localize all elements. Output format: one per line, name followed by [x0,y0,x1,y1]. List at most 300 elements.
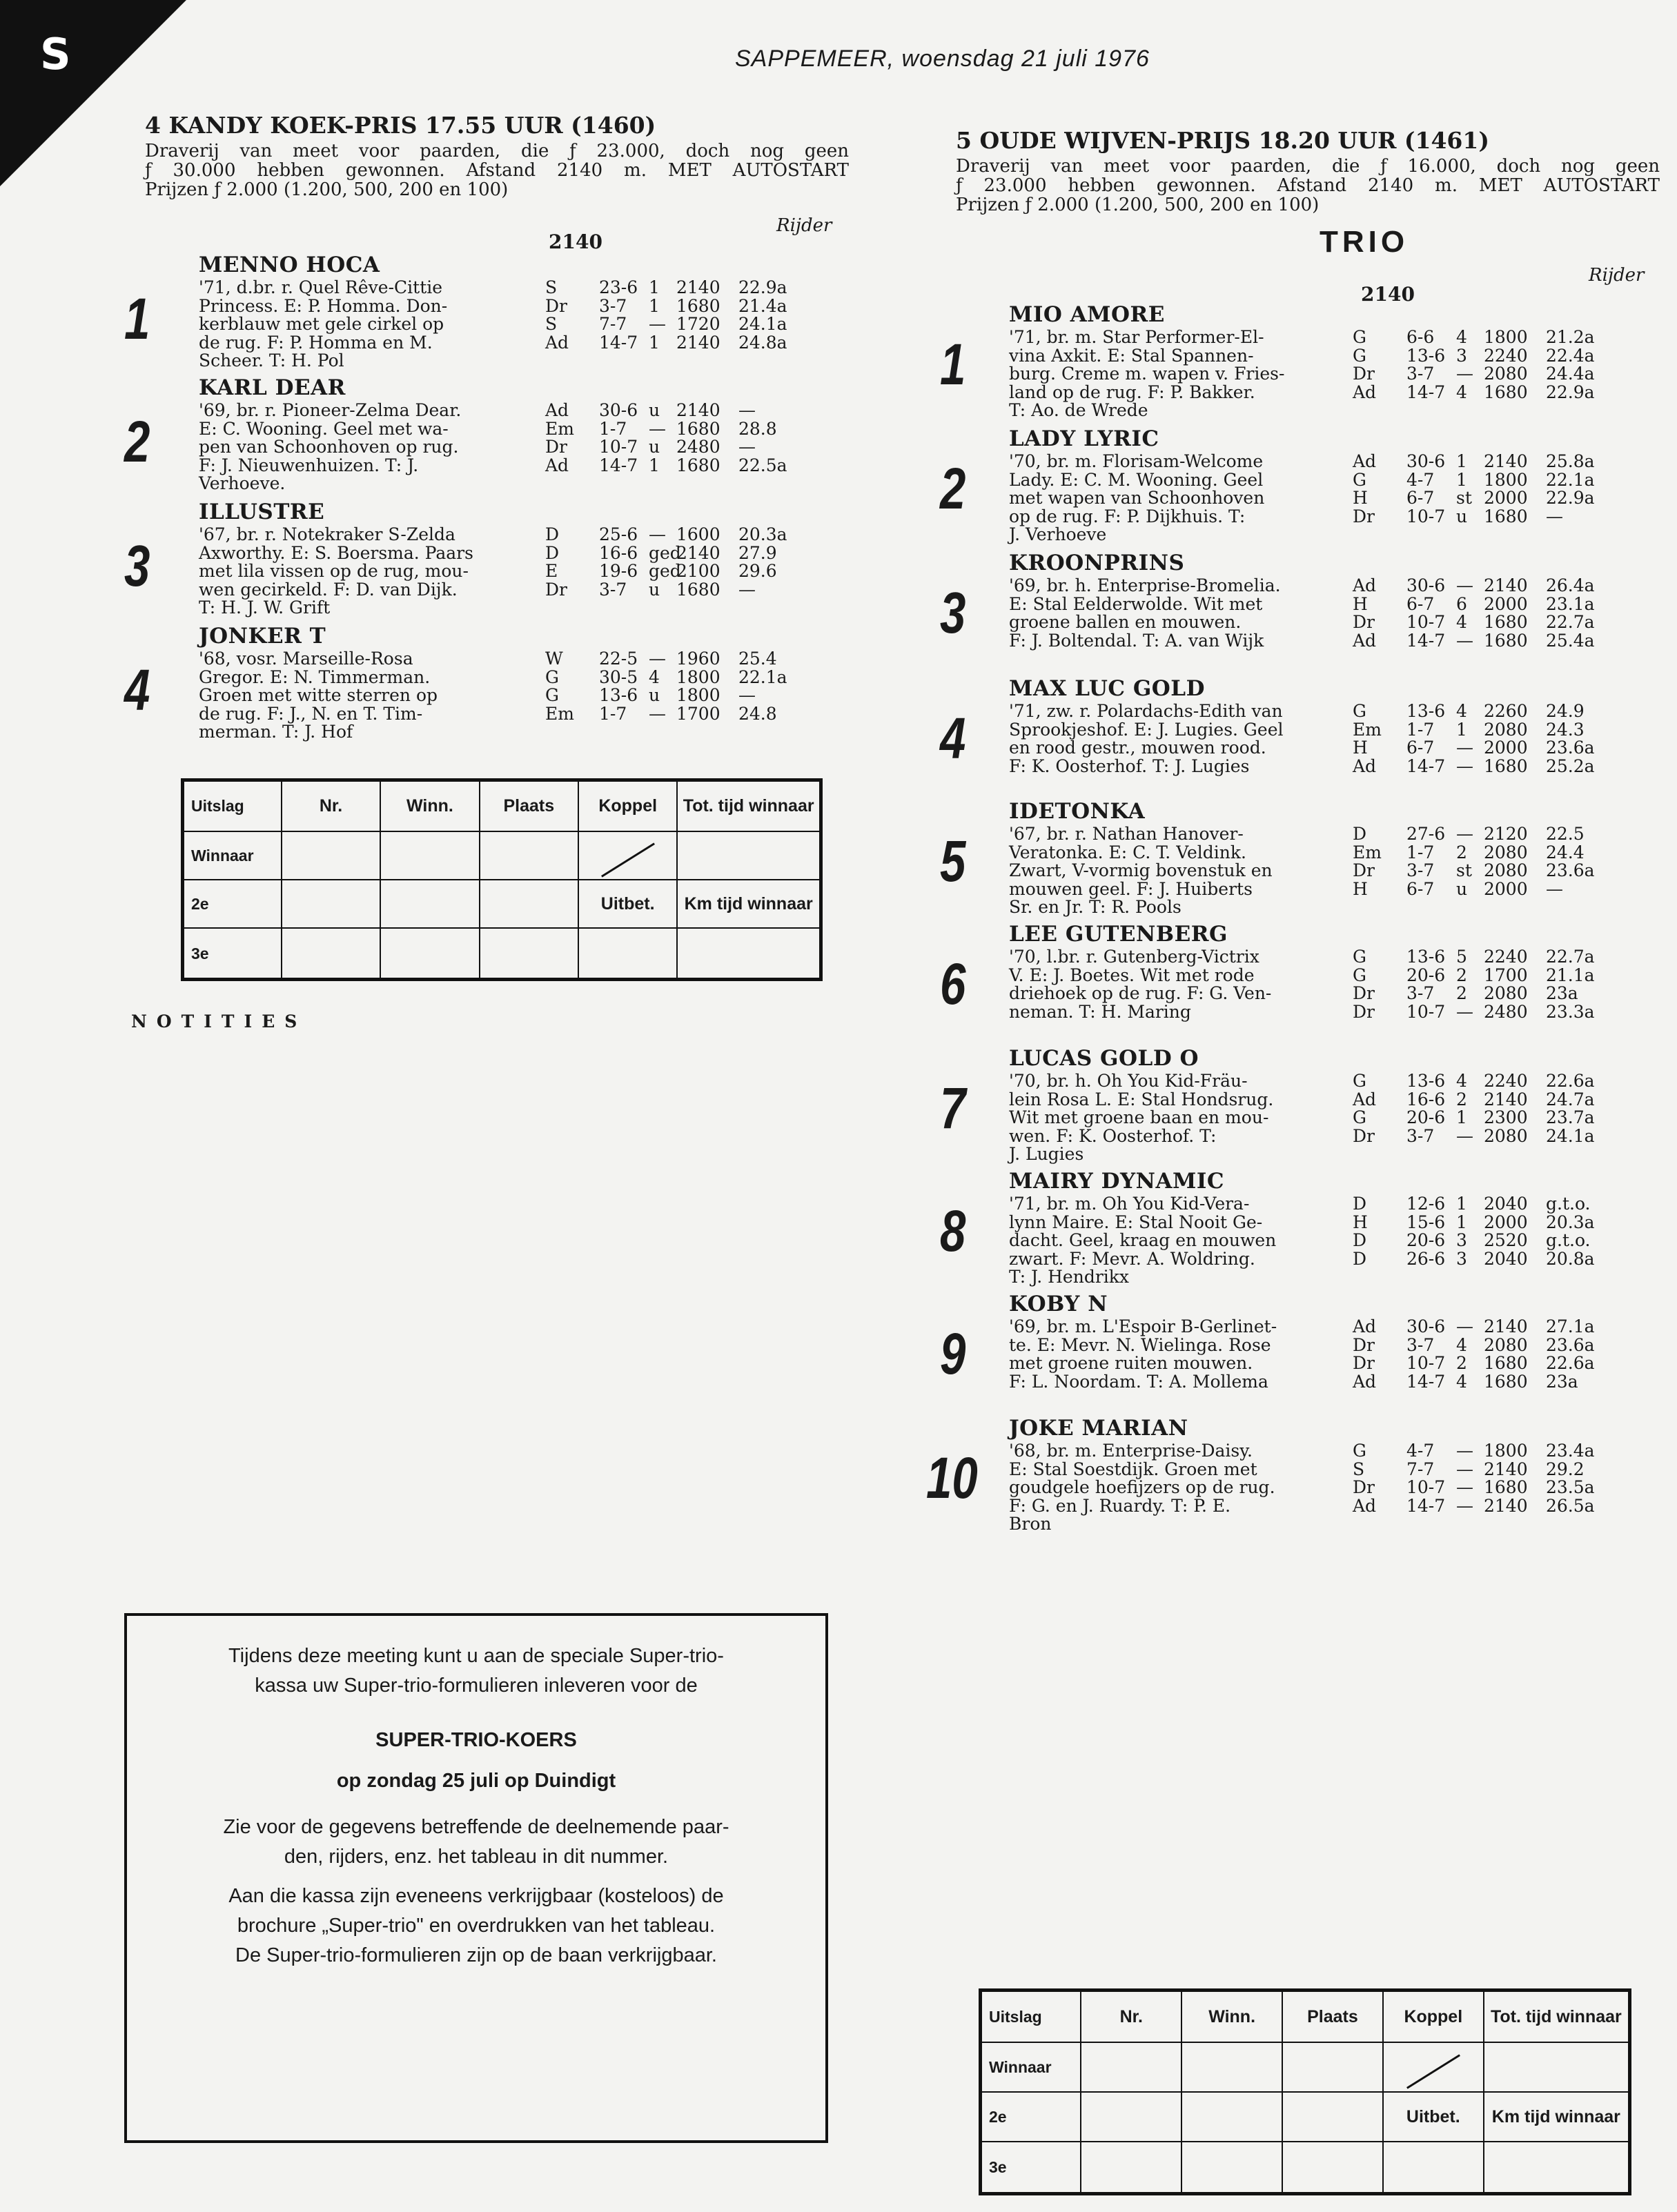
table-header-cell: Koppel [578,780,677,831]
result-cell: 24.1a [1546,1125,1595,1146]
horse-description-line: en rood gestr., mouwen rood. [1009,738,1266,758]
result-cell: 14-7 [599,332,638,353]
result-cell: 1 [1456,1194,1467,1214]
result-cell: G [1353,947,1366,967]
notice-line: Tijdens deze meeting kunt u aan de speciale Super-trio- [228,1645,724,1667]
result-cell: H [1353,878,1368,899]
table-header-cell: Plaats [480,780,578,831]
horse-name: MENNO HOCA [199,253,380,277]
result-row [1353,1250,1601,1269]
result-cell: 22.5a [738,455,787,475]
horse-description [1009,1442,1275,1534]
result-cell: Em [545,703,574,724]
horse-description-line: '71, d.br. r. Quel Rêve-Cittie [199,277,443,297]
result-cell: 21.1a [1546,965,1595,985]
horse-description-line: F: L. Noordam. T: A. Mollema [1009,1371,1268,1392]
corner-letter: S [40,29,71,79]
result-cell: 2140 [1484,1316,1528,1336]
result-cell: 15-6 [1406,1212,1446,1232]
result-row [1353,758,1601,776]
race-5-line: Prijzen ƒ 2.000 (1.200, 500, 200 en 100) [956,195,1320,215]
result-cell: 22.1a [738,666,787,687]
result-cell: G [1353,1071,1366,1091]
result-cell: 1720 [676,314,720,334]
result-cell: 22.5 [1546,824,1585,844]
result-cell: 24.4 [1546,842,1585,862]
horse-description [1009,577,1281,650]
result-cell: 3-7 [1406,983,1435,1003]
result-cell: 23.6a [1546,1334,1595,1355]
result-cell: S [545,314,558,334]
result-cell: 1-7 [1406,842,1435,862]
slash-mark [1406,2055,1460,2089]
result-cell: 1 [649,295,660,316]
horse-number: 9 [940,1321,966,1386]
result-row [545,687,794,705]
result-cell: 2 [1456,842,1467,862]
result-cell: 2140 [1484,1089,1528,1109]
horse-description [199,402,461,493]
result-cell: 3-7 [599,579,627,600]
table-cell [1484,2142,1630,2194]
result-cell: 2040 [1484,1248,1528,1269]
table-header-cell: Plaats [1282,1991,1383,2043]
result-row [545,705,794,724]
horse-results [1353,1072,1601,1145]
result-cell: 25.2a [1546,756,1595,776]
result-row [545,402,794,420]
horse-name: KROONPRINS [1009,551,1185,575]
result-row [1353,967,1601,985]
horse-description-line: Sr. en Jr. T: R. Pools [1009,897,1181,917]
result-cell: 27.1a [1546,1316,1595,1336]
result-cell: Dr [1353,860,1375,880]
result-cell: 1700 [1484,965,1528,985]
horse-description-line: wen. F: K. Oosterhof. T: [1009,1125,1217,1146]
table-header-cell: Winn. [1181,1991,1282,2043]
horse-description-line: Scheer. T: H. Pol [199,350,344,371]
horse-number: 6 [940,951,966,1016]
horse-name: KOBY N [1009,1292,1108,1316]
result-row [1353,1497,1601,1516]
horse-description-line: '70, br. h. Oh You Kid-Fräu- [1009,1071,1248,1091]
horse-description-line: '71, zw. r. Polardachs-Edith van [1009,701,1283,721]
table-cell [282,880,380,928]
table-cell [1181,2142,1282,2194]
result-cell: Dr [1353,983,1375,1003]
result-cell: u [649,437,660,457]
horse-number: 4 [940,706,966,771]
table-cell [578,928,677,979]
horse-description-line: '70, br. m. Florisam-Welcome [1009,451,1264,471]
result-row [1353,948,1601,967]
result-cell: 4 [1456,1071,1467,1091]
horse-description-line: de rug. F: J., N. en T. Tim- [199,703,423,724]
result-cell: Dr [1353,1001,1375,1022]
result-cell: 2480 [1484,1001,1528,1022]
horse-description-line: driehoek op de rug. F: G. Ven- [1009,983,1272,1003]
result-cell: 6 [1456,593,1467,614]
result-cell: g.t.o. [1546,1230,1591,1250]
race-5-line: Draverij van meet voor paarden, die ƒ 16.000, doch nog geen [956,156,1660,177]
notice-line: den, rijders, enz. het tableau in dit nummer. [284,1846,669,1868]
horse-description-line: dacht. Geel, kraag en mouwen [1009,1230,1277,1250]
result-row [1353,1003,1601,1022]
result-cell: 20.8a [1546,1248,1595,1269]
result-row [1353,595,1601,614]
result-cell: 2260 [1484,701,1528,721]
horse-description-line: met wapen van Schoonhoven [1009,488,1265,508]
result-cell: — [738,579,756,600]
result-cell: Dr [1353,1353,1375,1373]
notice-subheading: op zondag 25 juli op Duindigt [336,1770,616,1792]
horse-description-line: F: J. Nieuwenhuizen. T: J. [199,455,419,475]
result-row [1353,613,1601,632]
table-cell [380,831,479,880]
result-cell: 5 [1456,947,1467,967]
result-cell: 1 [1456,469,1467,490]
result-cell: u [1456,506,1468,526]
result-cell: 1800 [1484,469,1528,490]
result-row [1353,1336,1601,1355]
result-cell: 2080 [1484,842,1528,862]
result-row [1353,489,1601,508]
horse-name: LUCAS GOLD O [1009,1046,1199,1071]
horse-number: 10 [926,1445,978,1510]
table-header-cell: Tot. tijd winnaar [1484,1991,1630,2043]
result-cell: 10-7 [1406,1001,1446,1022]
result-cell: 1680 [1484,382,1528,402]
result-cell: 1800 [1484,1441,1528,1461]
result-row [545,650,794,669]
table-cell [1081,2142,1181,2194]
horse-description [1009,1195,1276,1287]
result-cell: 1680 [1484,1371,1528,1392]
result-cell: 24.1a [738,314,787,334]
result-cell: 1-7 [1406,719,1435,740]
result-cell: 3 [1456,345,1467,366]
horse-description [199,526,473,618]
result-cell: — [1456,756,1473,776]
result-cell: 1680 [1484,612,1528,632]
result-row [545,438,794,457]
horse-number: 5 [940,829,966,893]
table-header-cell: Uitslag [183,780,282,831]
result-row [1353,721,1601,740]
horse-description-line: F: J. Boltendal. T: A. van Wijk [1009,630,1264,651]
result-cell: 2000 [1484,593,1528,614]
horse-number: 1 [940,332,966,397]
result-cell: st [1456,860,1472,880]
horse-description-line: Lady. E: C. M. Wooning. Geel [1009,469,1264,490]
result-cell: 4 [1456,701,1467,721]
result-row [545,457,794,475]
result-row [1353,862,1601,880]
result-cell: — [738,437,756,457]
result-cell: 14-7 [1406,1495,1446,1516]
horse-results [1353,1442,1601,1515]
result-cell: 4 [1456,1334,1467,1355]
result-cell: — [649,649,666,669]
horse-number: 2 [124,409,150,474]
result-cell: H [1353,738,1368,758]
result-cell: Ad [1353,451,1377,471]
result-cell: 1 [1456,719,1467,740]
result-cell: Dr [545,295,567,316]
result-cell: Dr [1353,1334,1375,1355]
table-header-cell: Nr. [282,780,380,831]
race-5-line: ƒ 23.000 hebben gewonnen. Afstand 2140 m. MET AUTOSTART [956,175,1660,196]
result-row [545,581,794,600]
race-4-line: Draverij van meet voor paarden, die ƒ 23.000, doch nog geen [145,141,849,161]
horse-name: MAX LUC GOLD [1009,676,1205,701]
horse-description [1009,948,1271,1021]
result-cell: 24.3 [1546,719,1585,740]
result-row [1353,453,1601,471]
result-cell: — [649,524,666,544]
result-cell: — [1456,1441,1473,1461]
horse-description [1009,453,1264,544]
horse-number: 1 [124,286,150,351]
result-cell: 2080 [1484,983,1528,1003]
super-trio-notice [124,1613,828,2143]
trio-label: TRIO [1320,225,1409,259]
result-cell: 22-5 [599,649,638,669]
result-cell: Dr [1353,1125,1375,1146]
result-cell: 25-6 [599,524,638,544]
result-row [1353,577,1601,595]
result-cell: 2300 [1484,1107,1528,1127]
result-row [1353,384,1601,402]
table-header-cell: Winn. [380,780,479,831]
horse-description-line: '68, vosr. Marseille-Rosa [199,649,413,669]
horse-description-line: Sprookjeshof. E: J. Lugies. Geel [1009,719,1284,740]
result-cell: 2240 [1484,1071,1528,1091]
result-cell: 2080 [1484,1334,1528,1355]
result-cell: 23.5a [1546,1477,1595,1497]
result-cell: 1680 [1484,1353,1528,1373]
horse-description-line: Gregor. E: N. Timmerman. [199,666,431,687]
result-row [545,526,794,544]
result-cell: — [1456,630,1473,651]
horse-results [1353,702,1601,776]
result-cell: Ad [545,332,569,353]
table-cell [1282,2042,1383,2092]
result-cell: 6-7 [1406,738,1435,758]
horse-results [545,402,794,475]
result-row [1353,1232,1601,1250]
result-cell: — [1456,738,1473,758]
result-cell: 1680 [676,418,720,439]
km-tijd-label: Km tijd winnaar [1484,2092,1630,2142]
horse-description-line: te. E: Mevr. N. Wielinga. Rose [1009,1334,1271,1355]
result-cell: — [1456,364,1473,384]
result-cell: 14-7 [1406,630,1446,651]
result-cell: 2520 [1484,1230,1528,1250]
result-cell: 6-6 [1406,327,1435,347]
horse-description [199,650,438,742]
result-cell: 10-7 [1406,612,1446,632]
horse-description-line: wen gecirkeld. F: D. van Dijk. [199,579,458,600]
result-cell: Dr [1353,506,1375,526]
race-4-line: Prijzen ƒ 2.000 (1.200, 500, 200 en 100) [145,179,509,200]
result-cell: Dr [1353,612,1375,632]
result-row [1353,1373,1601,1392]
horse-description-line: groene ballen en mouwen. [1009,612,1242,632]
result-cell: 3 [1456,1248,1467,1269]
result-row [1353,880,1601,899]
horse-results [545,650,794,723]
result-cell: 10-7 [1406,1353,1446,1373]
result-cell: Ad [1353,756,1377,776]
result-cell: Dr [1353,364,1375,384]
uitslag-table-race-5 [979,1988,1631,2195]
horse-number: 3 [124,533,150,598]
result-cell: 4-7 [1406,469,1435,490]
result-cell: 1800 [676,666,720,687]
horse-name: JONKER T [199,624,326,649]
result-cell: 1 [1456,1212,1467,1232]
horse-description-line: F: K. Oosterhof. T: J. Lugies [1009,756,1250,776]
result-cell: 23.6a [1546,738,1595,758]
result-cell: 2100 [676,561,720,581]
result-row [1353,328,1601,347]
result-cell: G [1353,327,1366,347]
result-row [545,666,794,687]
result-cell: 6-7 [1406,593,1435,614]
result-cell: 2080 [1484,860,1528,880]
horse-description-line: neman. T: H. Maring [1009,1001,1191,1022]
result-cell: 1 [649,332,660,353]
result-cell: 27.9 [738,542,777,563]
result-row [545,562,794,581]
result-cell: Dr [1353,1477,1375,1497]
race-4-line: ƒ 30.000 hebben gewonnen. Afstand 2140 m. MET AUTOSTART [145,160,849,181]
result-cell: Ad [1353,1371,1377,1392]
result-row [1353,1479,1601,1497]
race-4-title: 4 KANDY KOEK-PRIS 17.55 UUR (1460) [145,112,656,139]
table-cell [480,928,578,979]
horse-description [1009,328,1284,420]
result-cell: 2240 [1484,947,1528,967]
result-row [545,420,794,439]
race-4-conditions [145,141,849,199]
horse-description-line: T: H. J. W. Grift [199,598,331,618]
horse-description-line: '69, br. r. Pioneer-Zelma Dear. [199,400,462,420]
result-cell: 24.8a [738,332,787,353]
horse-number: 2 [940,456,966,521]
result-cell: 22.7a [1546,947,1595,967]
horse-description-line: Verhoeve. [199,473,286,493]
result-cell: 14-7 [1406,756,1446,776]
result-cell: — [1456,1001,1473,1022]
table-header-cell: Nr. [1081,1991,1181,2043]
horse-description-line: '71, br. m. Star Performer-El- [1009,327,1264,347]
horse-results [1353,328,1601,402]
result-row [545,334,794,353]
result-cell: — [738,685,756,705]
result-row [1353,471,1601,490]
result-cell: 1680 [676,295,720,316]
result-cell: 16-6 [1406,1089,1446,1109]
result-cell: ged [649,542,681,563]
result-cell: Em [545,418,574,439]
result-cell: u [649,685,660,705]
result-cell: 22.9a [738,277,787,297]
result-cell: Ad [1353,575,1377,595]
result-cell: D [545,542,560,563]
table-row-label: 2e [183,880,282,928]
result-cell: 2140 [1484,575,1528,595]
result-cell: 25.4a [1546,630,1595,651]
result-cell: 2000 [1484,878,1528,899]
result-cell: G [1353,965,1366,985]
horse-description-line: Princess. E: P. Homma. Don- [199,295,448,316]
horse-description-line: '67, br. r. Notekraker S-Zelda [199,524,455,544]
horse-name: LADY LYRIC [1009,426,1159,451]
result-cell: 24.9 [1546,701,1585,721]
result-cell: G [1353,1107,1366,1127]
result-cell: 21.4a [738,295,787,316]
result-row [1353,1127,1601,1146]
result-cell: 3-7 [599,295,627,316]
result-cell: Em [1353,719,1382,740]
result-cell: 24.7a [1546,1089,1595,1109]
result-cell: 4 [649,666,660,687]
table-cell [1081,2092,1181,2142]
result-cell: 2000 [1484,738,1528,758]
result-cell: st [1456,488,1472,508]
result-cell: u [649,579,660,600]
result-cell: 22.1a [1546,469,1595,490]
result-cell: 22.6a [1546,1071,1595,1091]
result-cell: 2 [1456,1089,1467,1109]
result-row [545,544,794,563]
result-cell: 1 [649,277,660,297]
result-cell: G [545,685,559,705]
result-cell: u [1456,878,1468,899]
result-cell: E [545,561,558,581]
result-cell: 22.9a [1546,382,1595,402]
result-cell: 1 [649,455,660,475]
horse-description-line: Groen met witte sterren op [199,685,438,705]
result-cell: 26-6 [1406,1248,1446,1269]
slash-mark [601,842,655,877]
result-cell: 2480 [676,437,720,457]
result-cell: — [1456,575,1473,595]
horse-description-line: op de rug. F: P. Dijkhuis. T: [1009,506,1246,526]
race-4-section [145,112,849,199]
horse-results [1353,453,1601,526]
horse-description-line: de rug. F: P. Homma en M. [199,332,433,353]
result-row [1353,347,1601,366]
uitbet-label: Uitbet. [578,880,677,928]
table-row-label: 3e [981,2142,1081,2194]
result-cell: D [545,524,560,544]
result-row [1353,508,1601,526]
result-cell: 3 [1456,1230,1467,1250]
result-cell: 2 [1456,983,1467,1003]
result-cell: Ad [1353,1089,1377,1109]
horse-description-line: lynn Maire. E: Stal Nooit Ge- [1009,1212,1263,1232]
result-cell: 28.8 [738,418,777,439]
result-cell: 30-6 [1406,575,1446,595]
horse-name: JOKE MARIAN [1009,1416,1188,1441]
result-row [1353,825,1601,844]
result-row [1353,1214,1601,1232]
result-cell: — [1546,506,1563,526]
table-cell [282,928,380,979]
